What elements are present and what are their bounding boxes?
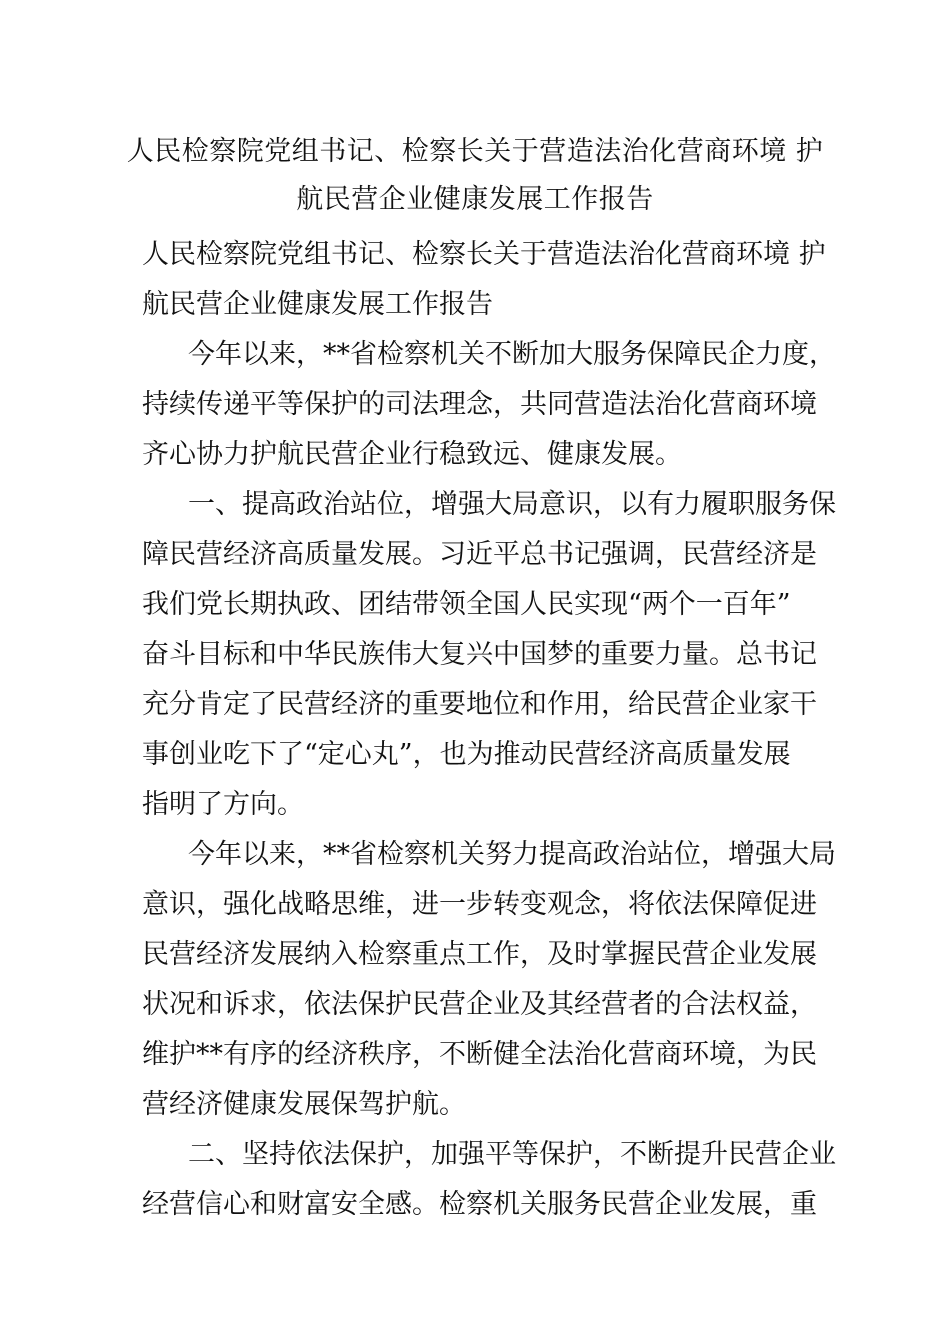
paragraph-line: 事创业吃下了“定心丸”，也为推动民营经济高质量发展 [142,739,791,770]
paragraph-line: 二、坚持依法保护，加强平等保护，不断提升民营企业 [188,1139,836,1170]
subtitle-line-2: 航民营企业健康发展工作报告 [142,289,493,320]
paragraph-line: 奋斗目标和中华民族伟大复兴中国梦的重要力量。总书记 [142,639,817,670]
title-line-2: 航民营企业健康发展工作报告 [296,184,654,215]
paragraph-line: 一、提高政治站位，增强大局意识，以有力履职服务保 [188,489,836,520]
paragraph-line: 充分肯定了民营经济的重要地位和作用，给民营企业家干 [142,689,817,720]
paragraph-line: 维护**有序的经济秩序，不断健全法治化营商环境，为民 [142,1039,817,1070]
subtitle-line-1: 人民检察院党组书记、检察长关于营造法治化营商环境 护 [142,239,826,270]
paragraph-this-year [142,830,836,1130]
paragraph-line: 障民营经济高质量发展。习近平总书记强调，民营经济是 [142,539,817,570]
paragraph-line: 意识，强化战略思维，进一步转变观念，将依法保障促进 [142,889,817,920]
document-title [120,128,830,224]
paragraph-line: 经营信心和财富安全感。检察机关服务民营企业发展，重 [142,1189,817,1220]
paragraph-section-two [142,1130,836,1230]
title-line-1: 人民检察院党组书记、检察长关于营造法治化营商环境 护 [126,136,824,167]
paragraph-line: 我们党长期执政、团结带领全国人民实现“两个一百年” [142,589,791,620]
paragraph-line: 今年以来，**省检察机关努力提高政治站位，增强大局 [188,839,836,870]
paragraph-line: 今年以来，**省检察机关不断加大服务保障民企力度， [188,339,836,370]
subtitle-heading [142,230,826,330]
paragraph-line: 状况和诉求，依法保护民营企业及其经营者的合法权益， [142,989,817,1020]
paragraph-line: 营经济健康发展保驾护航。 [142,1089,466,1120]
paragraph-line: 齐心协力护航民营企业行稳致远、健康发展。 [142,439,682,470]
paragraph-line: 持续传递平等保护的司法理念，共同营造法治化营商环境 [142,389,817,420]
paragraph-line: 民营经济发展纳入检察重点工作，及时掌握民营企业发展 [142,939,817,970]
paragraph-section-one [142,480,836,830]
paragraph-intro [142,330,836,480]
paragraph-line: 指明了方向。 [142,789,304,820]
document-body [142,230,836,1230]
